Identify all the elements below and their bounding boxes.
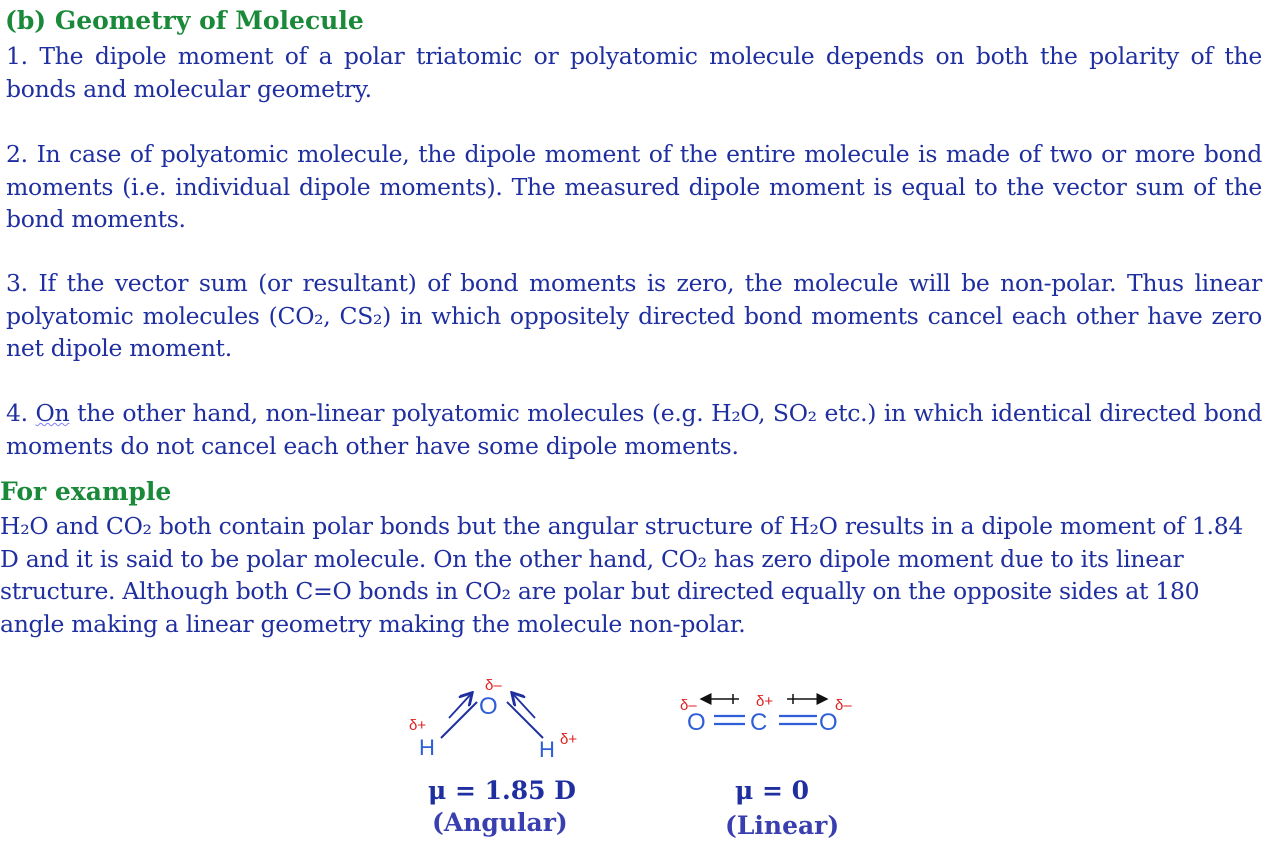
atom-h-right: H bbox=[539, 737, 555, 762]
charge-h-left: δ+ bbox=[409, 717, 427, 734]
point-3: 3. If the vector sum (or resultant) of bond moments is zero, the molecule will be non-polar. Thus linear polyatomic molecules (CO₂, CS₂) in which oppositely directed bond moments cancel each other have zero net dipole moment. bbox=[6, 269, 1262, 362]
molecule-diagrams bbox=[395, 670, 875, 780]
bond-arrow-right bbox=[513, 694, 535, 718]
point-4-text: the other hand, non-linear polyatomic molecules (e.g. H₂O, SO₂ etc.) in which identical directed bond moments do not cancel each other have some dipole moments. bbox=[6, 399, 1262, 460]
point-4-underlined-word: On bbox=[35, 399, 70, 427]
charge-o-left: δ– bbox=[680, 697, 697, 714]
water-molecule bbox=[409, 677, 577, 762]
co2-molecule bbox=[680, 693, 852, 736]
point-4-prefix: 4. bbox=[6, 399, 36, 427]
charge-h-right: δ+ bbox=[560, 731, 578, 748]
charge-c: δ+ bbox=[756, 693, 774, 710]
water-shape-label: (Angular) bbox=[432, 808, 568, 837]
point-1: 1. The dipole moment of a polar triatomic or polyatomic molecule depends on both the polarity of the bonds and molecular geometry. bbox=[6, 42, 1262, 103]
point-2: 2. In case of polyatomic molecule, the dipole moment of the entire molecule is made of two or more bond moments (i.e. individual dipole moments). The measured dipole moment is equal to the vector sum of the bond moments. bbox=[6, 140, 1262, 233]
section-heading: (b) Geometry of Molecule bbox=[5, 6, 364, 35]
atom-o: O bbox=[479, 693, 498, 720]
bond-arrow-left bbox=[449, 694, 471, 718]
point-4 bbox=[6, 397, 1262, 462]
example-heading: For example bbox=[0, 477, 172, 506]
charge-o-right: δ– bbox=[835, 697, 852, 714]
atom-h-left: H bbox=[419, 735, 435, 760]
atom-o-right: O bbox=[819, 709, 838, 736]
example-text: H₂O and CO₂ both contain polar bonds but the angular structure of H₂O results in a dipole moment of 1.84 D and it is said to be polar molecule. On the other hand, CO₂ has zero dipole moment due to its linear structure. Although both C=O bonds in CO₂ are polar but directed equally on the opposite sides at 180 angle making a linear geometry making the molecule non-polar. bbox=[0, 512, 1243, 638]
water-dipole-value: μ = 1.85 D bbox=[428, 776, 576, 805]
co2-dipole-value: μ = 0 bbox=[735, 776, 810, 805]
co2-shape-label: (Linear) bbox=[725, 811, 840, 840]
atom-o-left: O bbox=[687, 709, 706, 736]
charge-o: δ– bbox=[485, 677, 502, 694]
atom-c: C bbox=[750, 709, 768, 736]
molecule-figure bbox=[395, 670, 875, 845]
